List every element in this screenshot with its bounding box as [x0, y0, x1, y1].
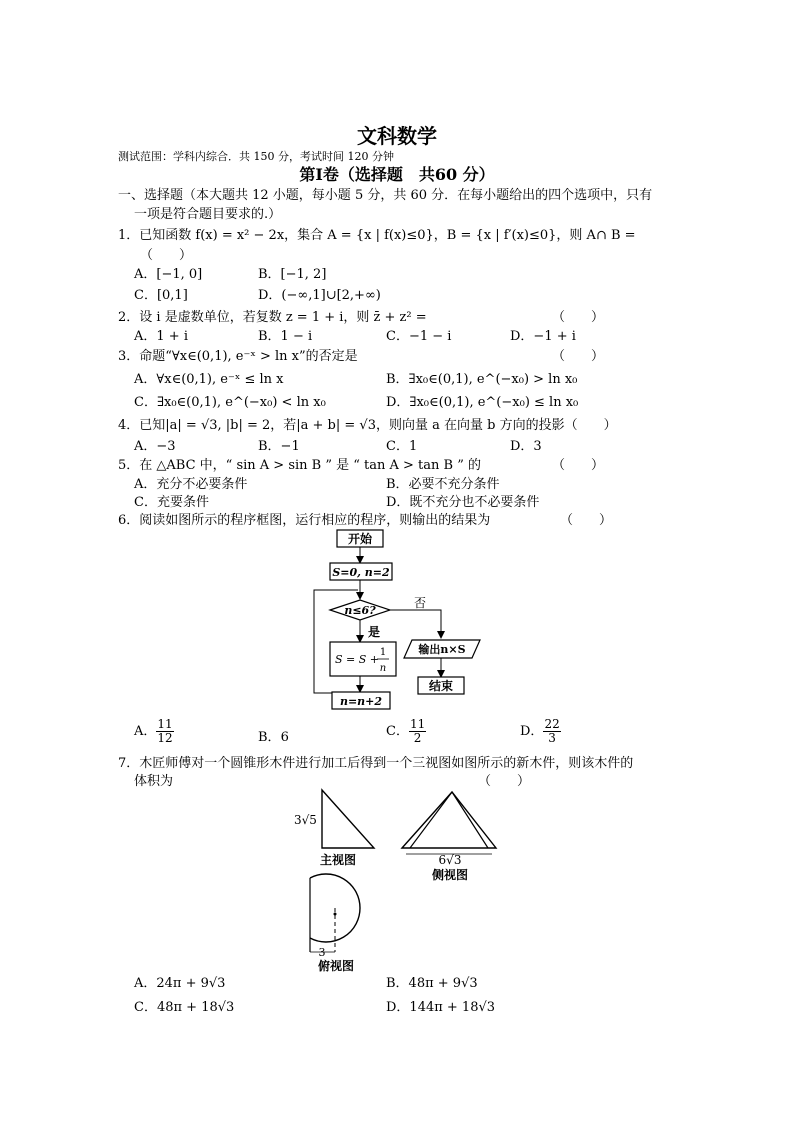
q7-stem-line-2: 体积为: [134, 774, 174, 789]
flow-no-label: 否: [414, 596, 427, 610]
q5-option-d: D．既不充分也不必要条件: [386, 495, 540, 510]
flowchart: [300, 528, 500, 720]
q7-stem-line-1: 7．木匠师傅对一个圆锥形木件进行加工后得到一个三视图如图所示的新木件，则该木件的: [118, 756, 634, 771]
svg-text:输出n×S: 输出n×S: [418, 643, 466, 656]
q1-option-a: A．[−1, 0]: [134, 267, 203, 282]
q3-option-b: B．∃x₀∈(0,1), e^(−x₀) > ln x₀: [386, 372, 578, 387]
flow-start-node: [337, 530, 383, 547]
svg-text:n=n+2: n=n+2: [339, 695, 383, 708]
flow-condition-node: [330, 600, 390, 620]
q3-answer-paren: （ ）: [552, 349, 605, 364]
q2-option-d: D．−1 + i: [510, 329, 576, 344]
top-view-label: 俯视图: [317, 959, 355, 973]
q5-option-b: B．必要不充分条件: [386, 477, 500, 492]
svg-text:n: n: [379, 663, 387, 674]
q1-option-b: B．[−1, 2]: [258, 267, 327, 282]
q4-option-a: A．−3: [134, 439, 176, 454]
flow-body-node: [330, 642, 396, 676]
q4-option-d: D．3: [510, 439, 542, 454]
q6-answer-paren: （ ）: [560, 513, 613, 528]
q1-option-d: D．(−∞,1]∪[2,+∞): [258, 288, 381, 303]
q3-option-d: D．∃x₀∈(0,1), e^(−x₀) ≤ ln x₀: [386, 395, 579, 410]
svg-text:S=0, n=2: S=0, n=2: [332, 566, 390, 579]
q5-stem: 5．在 △ABC 中，“ sin A > sin B ” 是 “ tan A > tan B ” 的: [118, 458, 481, 473]
q7-option-d: D．144π + 18√3: [386, 1000, 496, 1015]
svg-text:n≤6?: n≤6?: [344, 604, 376, 617]
q6-option-a: A． $\frac{11}{12}$: [134, 717, 173, 745]
q2-stem: 2．设 i 是虚数单位，若复数 z = 1 + i，则 z̄ + z² =: [118, 310, 427, 325]
side-view-dim: 6√3: [438, 853, 462, 867]
q7-option-c: C．48π + 18√3: [134, 1000, 235, 1015]
q5-answer-paren: （ ）: [552, 458, 605, 473]
q4-stem: 4．已知|a| = √3, |b| = 2，若|a + b| = √3，则向量 a 在向量 b 方向的投影（ ）: [118, 418, 617, 433]
q7-option-b: B．48π + 9√3: [386, 976, 478, 991]
svg-text:1: 1: [379, 647, 387, 658]
page-title: 文科数学: [357, 124, 437, 148]
section-heading: 第Ⅰ卷（选择题 共60 分）: [299, 165, 495, 184]
q4-option-b: B．−1: [258, 439, 300, 454]
instructions-line-2: 一项是符合题目要求的.）: [134, 207, 282, 222]
flow-end-node: [418, 677, 464, 694]
q2-option-c: C．−1 − i: [386, 329, 452, 344]
flow-output-node: [404, 640, 480, 658]
flow-yes-label: 是: [368, 625, 381, 639]
q2-answer-paren: （ ）: [552, 310, 605, 325]
svg-text:结束: 结束: [428, 679, 454, 693]
q3-stem: 3．命题“∀x∈(0,1), e⁻ˣ > ln x”的否定是: [118, 349, 358, 364]
instructions-line-1: 一、选择题（本大题共 12 小题，每小题 5 分，共 60 分．在每小题给出的四个选项中，只有: [118, 188, 653, 203]
q6-option-b: B．6: [258, 730, 289, 745]
flow-increment-node: [332, 692, 390, 709]
three-views-figure: [290, 786, 510, 976]
front-view-dim: 3√5: [294, 813, 317, 827]
q3-option-a: A．∀x∈(0,1), e⁻ˣ ≤ ln x: [134, 372, 284, 387]
side-view-label: 侧视图: [431, 868, 469, 882]
q1-answer-paren: （ ）: [140, 248, 193, 263]
q6-option-c: C． $\frac{11}{2}$: [386, 717, 426, 745]
svg-text:S = S +: S = S +: [335, 653, 379, 666]
q2-option-a: A．1 + i: [134, 329, 188, 344]
front-view: [294, 790, 374, 867]
q2-option-b: B．1 − i: [258, 329, 313, 344]
q5-option-c: C．充要条件: [134, 495, 209, 510]
q4-option-c: C．1: [386, 439, 418, 454]
q7-option-a: A．24π + 9√3: [134, 976, 226, 991]
flow-init-node: [330, 563, 392, 580]
top-view: [310, 874, 360, 973]
q1-stem: 1．已知函数 f(x) = x² − 2x，集合 A = {x | f(x)≤0}，B = {x | f′(x)≤0}，则 A∩ B =: [118, 228, 636, 243]
q7-answer-paren: （ ）: [478, 774, 531, 789]
q5-option-a: A．充分不必要条件: [134, 477, 248, 492]
q6-option-d: D． $\frac{22}{3}$: [520, 717, 560, 745]
q6-stem: 6．阅读如图所示的程序框图，运行相应的程序，则输出的结果为: [118, 513, 491, 528]
top-view-dim: 3: [318, 946, 326, 959]
q1-option-c: C．[0,1]: [134, 288, 188, 303]
svg-text:开始: 开始: [347, 532, 373, 546]
q3-option-c: C．∃x₀∈(0,1), e^(−x₀) < ln x₀: [134, 395, 326, 410]
side-view: [402, 792, 496, 882]
front-view-label: 主视图: [319, 853, 357, 867]
test-scope-line: 测试范围：学科内综合．共 150 分，考试时间 120 分钟: [118, 150, 394, 163]
